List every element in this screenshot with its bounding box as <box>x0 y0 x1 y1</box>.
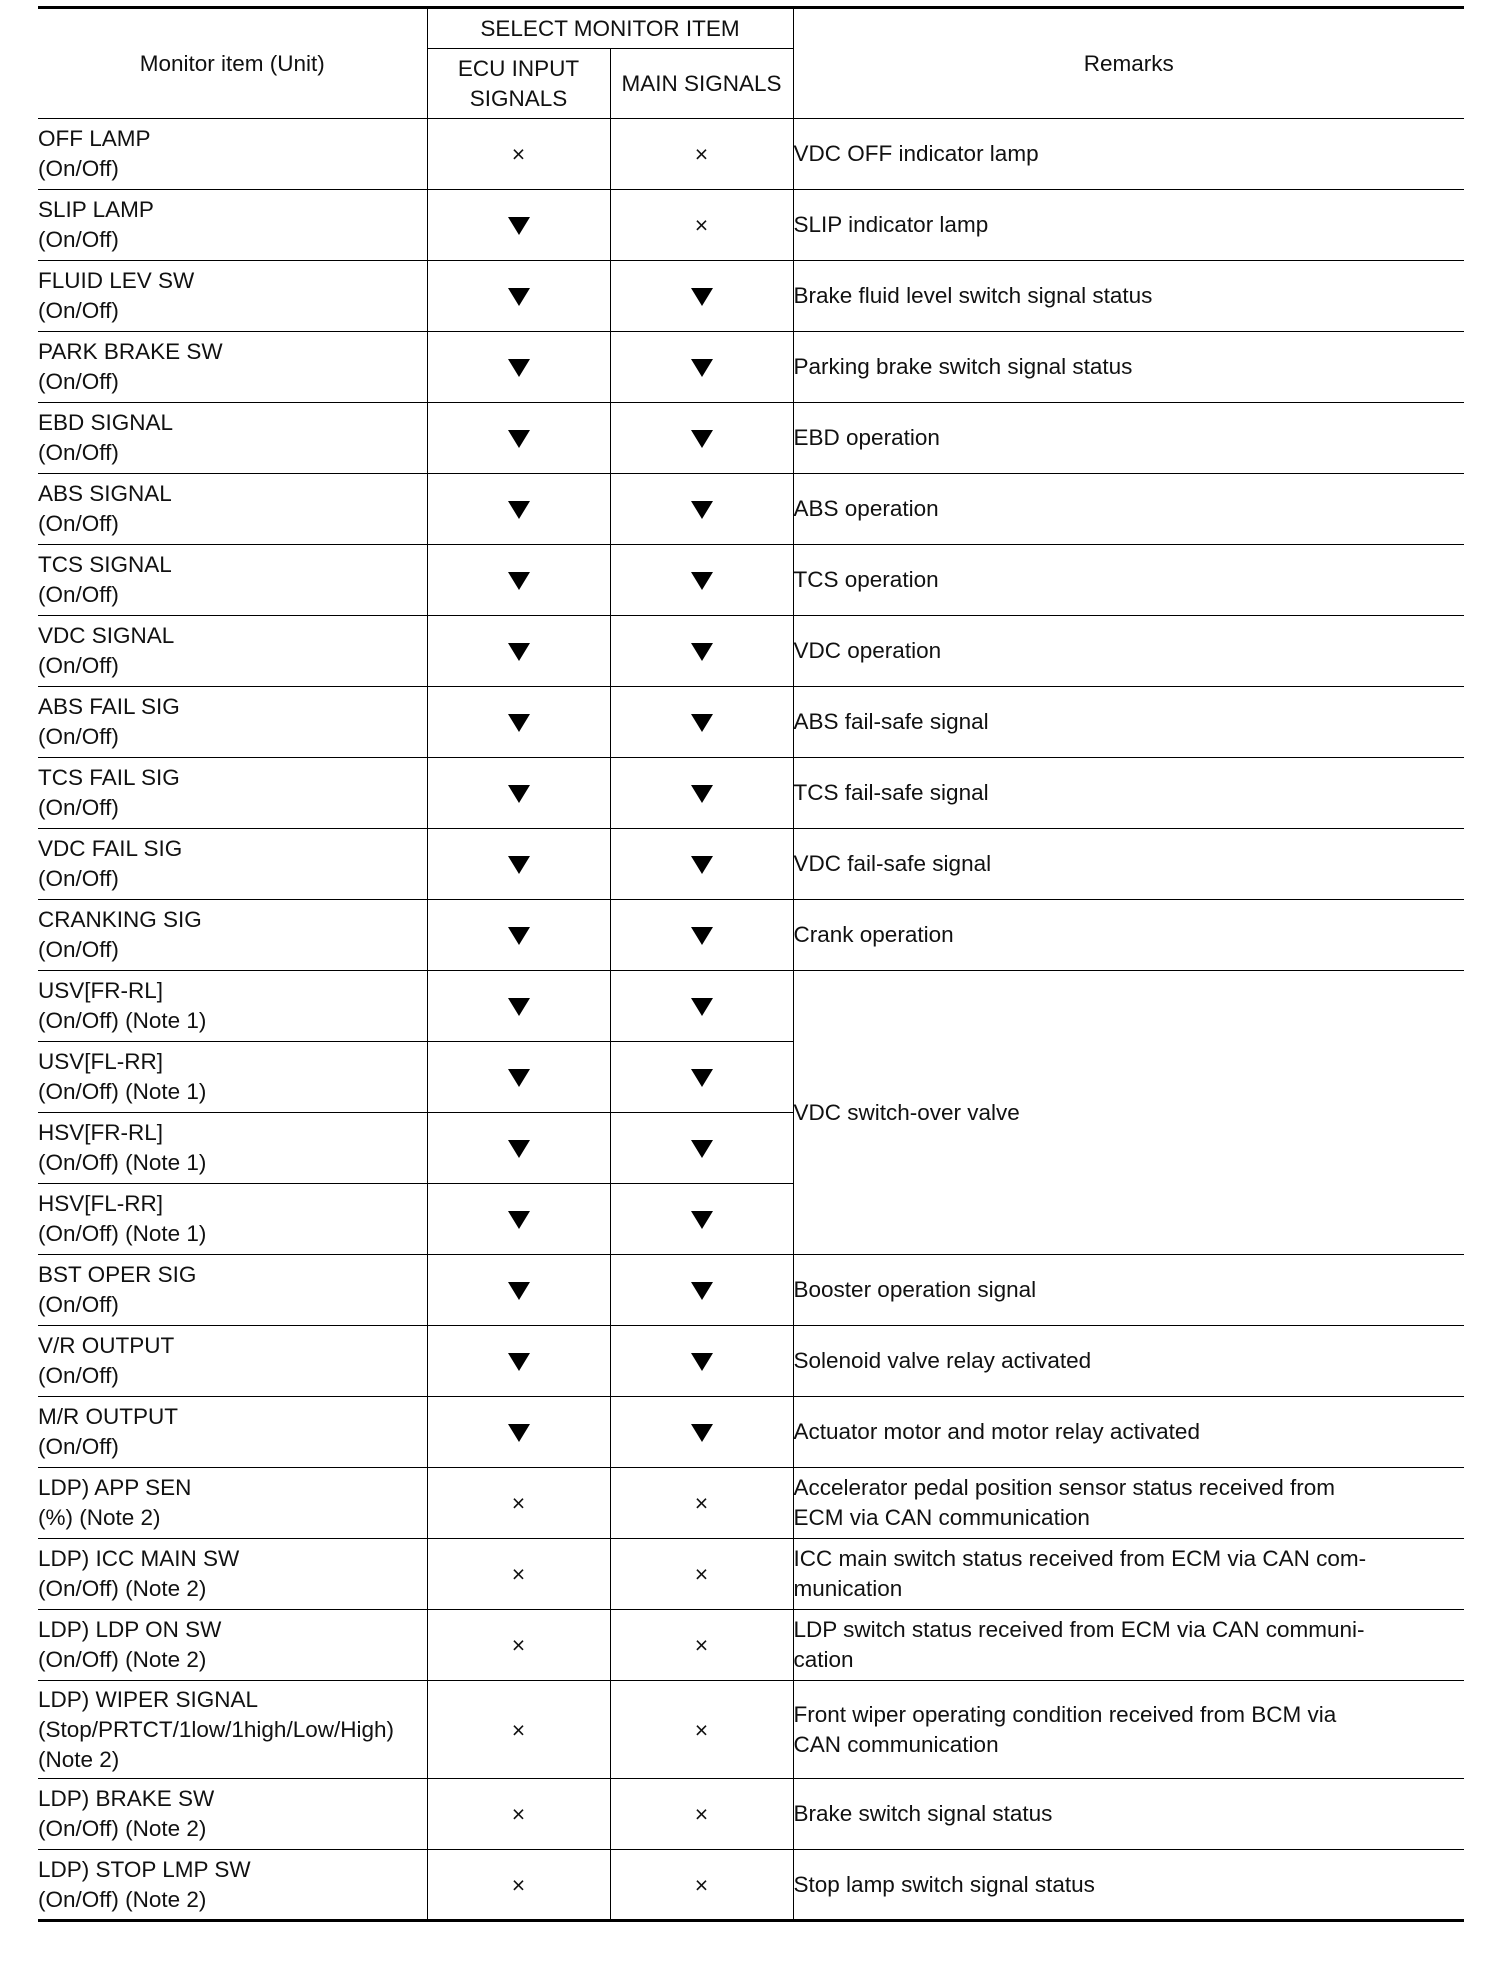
main-signals-mark-cell <box>610 758 793 829</box>
remark-cell <box>793 1255 1464 1326</box>
monitor-item-text: (On/Off) (Note 2) <box>38 1647 207 1672</box>
main-signals-header: MAIN SIGNALS <box>610 49 793 119</box>
monitor-item-text: (On/Off) <box>38 440 119 465</box>
table-row <box>38 1681 1464 1779</box>
not-selected-x-icon: × <box>511 1561 526 1588</box>
table-row <box>38 616 1464 687</box>
ecu-input-mark-cell <box>427 687 610 758</box>
table-row <box>38 687 1464 758</box>
selected-triangle-icon <box>508 643 530 661</box>
remark-text: ABS fail-safe signal <box>793 709 989 734</box>
selected-triangle-icon <box>508 998 530 1016</box>
monitor-item-cell <box>38 971 427 1042</box>
ecu-input-mark-cell <box>427 1468 610 1539</box>
table-row <box>38 1850 1464 1921</box>
not-selected-x-icon: × <box>694 1561 709 1588</box>
monitor-item-text: ABS FAIL SIG <box>38 694 180 719</box>
ecu-input-mark-cell <box>427 758 610 829</box>
selected-triangle-icon <box>691 714 713 732</box>
monitor-item-text: (On/Off) <box>38 298 119 323</box>
not-selected-x-icon: × <box>511 1490 526 1517</box>
remark-cell <box>793 758 1464 829</box>
monitor-item-cell <box>38 1113 427 1184</box>
monitor-item-text: (On/Off) <box>38 1363 119 1388</box>
monitor-item-cell <box>38 261 427 332</box>
selected-triangle-icon <box>691 359 713 377</box>
monitor-item-cell <box>38 1779 427 1850</box>
monitor-item-cell <box>38 1468 427 1539</box>
selected-triangle-icon <box>691 927 713 945</box>
not-selected-x-icon: × <box>511 1717 526 1744</box>
selected-triangle-icon <box>691 501 713 519</box>
selected-triangle-icon <box>508 359 530 377</box>
monitor-item-cell <box>38 616 427 687</box>
main-signals-mark-cell <box>610 1397 793 1468</box>
main-signals-mark-cell <box>610 261 793 332</box>
monitor-item-text: VDC SIGNAL <box>38 623 175 648</box>
monitor-item-cell <box>38 758 427 829</box>
selected-triangle-icon <box>508 785 530 803</box>
main-signals-mark-cell <box>610 1850 793 1921</box>
monitor-item-cell <box>38 1255 427 1326</box>
table-row <box>38 1255 1464 1326</box>
monitor-item-cell <box>38 1397 427 1468</box>
monitor-item-text: (On/Off) <box>38 511 119 536</box>
selected-triangle-icon <box>508 430 530 448</box>
main-signals-mark-cell <box>610 1779 793 1850</box>
ecu-input-mark-cell <box>427 190 610 261</box>
ecu-input-mark-cell <box>427 332 610 403</box>
monitor-item-text: (On/Off) <box>38 156 119 181</box>
monitor-item-text: USV[FR-RL] <box>38 978 164 1003</box>
main-signals-mark-cell <box>610 1113 793 1184</box>
remark-text: Parking brake switch signal status <box>793 354 1133 379</box>
monitor-item-text: (Note 2) <box>38 1746 120 1772</box>
monitor-item-cell <box>38 1042 427 1113</box>
remark-text: ABS operation <box>793 496 939 521</box>
remark-cell <box>793 1850 1464 1921</box>
monitor-item-text: (%) (Note 2) <box>38 1505 161 1530</box>
monitor-item-text: VDC FAIL SIG <box>38 836 183 861</box>
ecu-input-mark-cell <box>427 829 610 900</box>
main-signals-mark-cell <box>610 1184 793 1255</box>
monitor-item-text: (On/Off) <box>38 866 119 891</box>
selected-triangle-icon <box>691 288 713 306</box>
remark-cell <box>793 1468 1464 1539</box>
monitor-item-text: (On/Off) <box>38 653 119 678</box>
selected-triangle-icon <box>508 1140 530 1158</box>
monitor-item-text: BST OPER SIG <box>38 1262 197 1287</box>
remark-text: munication <box>793 1576 903 1601</box>
main-signals-mark-cell <box>610 474 793 545</box>
not-selected-x-icon: × <box>694 1717 709 1744</box>
selected-triangle-icon <box>691 1140 713 1158</box>
remark-text: LDP switch status received from ECM via CAN communi- <box>793 1617 1365 1642</box>
monitor-item-text: LDP) WIPER SIGNAL <box>38 1686 259 1712</box>
monitor-item-text: (On/Off) <box>38 795 119 820</box>
selected-triangle-icon <box>691 572 713 590</box>
not-selected-x-icon: × <box>694 212 709 239</box>
ecu-input-mark-cell <box>427 1113 610 1184</box>
monitor-item-text: (On/Off) (Note 1) <box>38 1008 207 1033</box>
remark-cell <box>793 1681 1464 1779</box>
table-row <box>38 1397 1464 1468</box>
monitor-item-text: (On/Off) <box>38 369 119 394</box>
main-signals-mark-cell <box>610 190 793 261</box>
remark-text: SLIP indicator lamp <box>793 212 989 237</box>
remark-text: Stop lamp switch signal status <box>793 1871 1095 1897</box>
main-signals-mark-cell <box>610 1326 793 1397</box>
remark-cell <box>793 687 1464 758</box>
not-selected-x-icon: × <box>694 1872 709 1899</box>
monitor-item-text: LDP) BRAKE SW <box>38 1786 215 1811</box>
remark-text: Brake fluid level switch signal status <box>793 283 1153 308</box>
ecu-input-mark-cell <box>427 900 610 971</box>
monitor-item-cell <box>38 403 427 474</box>
table-row <box>38 1779 1464 1850</box>
remark-cell <box>793 474 1464 545</box>
table-row <box>38 1468 1464 1539</box>
table-body <box>38 119 1464 1921</box>
remark-text: ICC main switch status received from ECM via CAN com- <box>793 1546 1367 1571</box>
monitor-item-cell <box>38 1850 427 1921</box>
selected-triangle-icon <box>508 288 530 306</box>
monitor-item-text: (On/Off) <box>38 227 119 252</box>
ecu-input-mark-cell <box>427 971 610 1042</box>
remark-cell <box>793 1779 1464 1850</box>
table-row <box>38 900 1464 971</box>
monitor-item-text: CRANKING SIG <box>38 907 202 932</box>
not-selected-x-icon: × <box>694 1801 709 1828</box>
table-row <box>38 1326 1464 1397</box>
selected-triangle-icon <box>691 1069 713 1087</box>
ecu-input-mark-cell <box>427 1610 610 1681</box>
ecu-input-signals-header <box>427 49 610 119</box>
monitor-item-text: HSV[FR-RL] <box>38 1120 164 1145</box>
selected-triangle-icon <box>691 430 713 448</box>
main-signals-mark-cell <box>610 1681 793 1779</box>
monitor-item-cell <box>38 545 427 616</box>
monitor-item-text: ABS SIGNAL <box>38 481 172 506</box>
remark-text: ECM via CAN communication <box>793 1505 1090 1530</box>
main-signals-mark-cell <box>610 1468 793 1539</box>
main-signals-mark-cell <box>610 1042 793 1113</box>
remark-cell <box>793 829 1464 900</box>
monitor-item-text: FLUID LEV SW <box>38 268 195 293</box>
table-row <box>38 119 1464 190</box>
table-row <box>38 261 1464 332</box>
main-signals-mark-cell <box>610 1539 793 1610</box>
remarks-header: Remarks <box>793 8 1464 119</box>
ecu-input-mark-cell <box>427 403 610 474</box>
monitor-item-text: (On/Off) <box>38 1434 119 1459</box>
monitor-item-text: OFF LAMP <box>38 126 151 151</box>
remark-cell <box>793 190 1464 261</box>
ecu-input-mark-cell <box>427 1397 610 1468</box>
monitor-item-cell <box>38 1610 427 1681</box>
monitor-item-text: V/R OUTPUT <box>38 1333 175 1358</box>
not-selected-x-icon: × <box>511 141 526 168</box>
not-selected-x-icon: × <box>511 1801 526 1828</box>
monitor-item-text: (On/Off) (Note 2) <box>38 1886 207 1912</box>
remark-cell <box>793 616 1464 687</box>
remark-text: VDC switch-over valve <box>793 1099 1020 1125</box>
monitor-item-text: USV[FL-RR] <box>38 1049 164 1074</box>
main-signals-mark-cell <box>610 1255 793 1326</box>
monitor-item-text: (On/Off) (Note 1) <box>38 1221 207 1246</box>
remark-text: Actuator motor and motor relay activated <box>793 1419 1200 1444</box>
remark-cell <box>793 1539 1464 1610</box>
monitor-item-text: (On/Off) <box>38 1292 119 1317</box>
remark-text: Solenoid valve relay activated <box>793 1348 1092 1373</box>
monitor-item-text: PARK BRAKE SW <box>38 339 223 364</box>
monitor-item-cell <box>38 687 427 758</box>
main-signals-mark-cell <box>610 829 793 900</box>
ecu-input-mark-cell <box>427 1326 610 1397</box>
remark-text: Crank operation <box>793 922 954 947</box>
selected-triangle-icon <box>691 643 713 661</box>
selected-triangle-icon <box>691 1211 713 1229</box>
remark-text: Booster operation signal <box>793 1277 1037 1302</box>
monitor-item-text: (On/Off) (Note 1) <box>38 1150 207 1175</box>
remark-text: TCS operation <box>793 567 939 592</box>
remark-cell <box>793 1610 1464 1681</box>
monitor-item-text: (On/Off) <box>38 582 119 607</box>
ecu-input-mark-cell <box>427 474 610 545</box>
monitor-item-cell <box>38 1184 427 1255</box>
remark-cell <box>793 545 1464 616</box>
monitor-item-cell <box>38 829 427 900</box>
monitor-item-cell <box>38 900 427 971</box>
remark-text: VDC fail-safe signal <box>793 851 992 876</box>
selected-triangle-icon <box>691 1282 713 1300</box>
monitor-item-header: Monitor item (Unit) <box>38 8 427 119</box>
monitor-item-text: TCS FAIL SIG <box>38 765 180 790</box>
main-signals-mark-cell <box>610 403 793 474</box>
selected-triangle-icon <box>508 1353 530 1371</box>
monitor-item-cell <box>38 1681 427 1779</box>
main-signals-mark-cell <box>610 332 793 403</box>
monitor-item-text: (On/Off) (Note 1) <box>38 1079 207 1104</box>
monitor-item-text: LDP) ICC MAIN SW <box>38 1546 240 1571</box>
monitor-item-text: (On/Off) (Note 2) <box>38 1816 207 1841</box>
not-selected-x-icon: × <box>694 141 709 168</box>
table-row <box>38 190 1464 261</box>
ecu-input-mark-cell <box>427 616 610 687</box>
main-signals-mark-cell <box>610 1610 793 1681</box>
not-selected-x-icon: × <box>511 1632 526 1659</box>
table-row <box>38 829 1464 900</box>
monitor-item-text: HSV[FL-RR] <box>38 1191 164 1216</box>
selected-triangle-icon <box>691 1424 713 1442</box>
table-row <box>38 1610 1464 1681</box>
ecu-input-mark-cell <box>427 261 610 332</box>
monitor-item-text: (Stop/PRTCT/1low/1high/Low/High) <box>38 1716 394 1742</box>
monitor-item-table <box>38 6 1464 1922</box>
remark-text: Brake switch signal status <box>793 1801 1053 1826</box>
monitor-item-cell <box>38 474 427 545</box>
monitor-item-cell <box>38 332 427 403</box>
remark-text: CAN communication <box>793 1731 999 1757</box>
selected-triangle-icon <box>508 927 530 945</box>
monitor-item-text: (On/Off) <box>38 937 119 962</box>
ecu-input-mark-cell <box>427 1850 610 1921</box>
table-row <box>38 971 1464 1042</box>
not-selected-x-icon: × <box>694 1632 709 1659</box>
remark-text: TCS fail-safe signal <box>793 780 989 805</box>
main-signals-mark-cell <box>610 900 793 971</box>
monitor-item-cell <box>38 1326 427 1397</box>
ecu-input-mark-cell <box>427 1042 610 1113</box>
remark-text: Accelerator pedal position sensor status received from <box>793 1475 1336 1500</box>
selected-triangle-icon <box>508 501 530 519</box>
table-header <box>38 8 1464 119</box>
remark-cell <box>793 971 1464 1255</box>
selected-triangle-icon <box>508 1282 530 1300</box>
selected-triangle-icon <box>691 856 713 874</box>
ecu-input-mark-cell <box>427 119 610 190</box>
remark-cell <box>793 119 1464 190</box>
monitor-item-cell <box>38 119 427 190</box>
selected-triangle-icon <box>691 1353 713 1371</box>
ecu-input-mark-cell <box>427 545 610 616</box>
selected-triangle-icon <box>508 1069 530 1087</box>
monitor-item-text: LDP) APP SEN <box>38 1475 192 1500</box>
table-row <box>38 332 1464 403</box>
table-row <box>38 1539 1464 1610</box>
selected-triangle-icon <box>508 714 530 732</box>
ecu-input-mark-cell <box>427 1255 610 1326</box>
remark-cell <box>793 900 1464 971</box>
remark-text: cation <box>793 1647 854 1672</box>
remark-cell <box>793 403 1464 474</box>
remark-text: Front wiper operating condition received from BCM via <box>793 1701 1337 1727</box>
remark-cell <box>793 332 1464 403</box>
ecu-input-mark-cell <box>427 1539 610 1610</box>
ecu-input-mark-cell <box>427 1779 610 1850</box>
remark-text: VDC operation <box>793 638 942 663</box>
remark-cell <box>793 1326 1464 1397</box>
not-selected-x-icon: × <box>694 1490 709 1517</box>
main-signals-mark-cell <box>610 119 793 190</box>
monitor-item-text: M/R OUTPUT <box>38 1404 178 1429</box>
remark-cell <box>793 261 1464 332</box>
monitor-item-text: EBD SIGNAL <box>38 410 174 435</box>
ecu-input-mark-cell <box>427 1681 610 1779</box>
monitor-item-text: (On/Off) <box>38 724 119 749</box>
monitor-item-text: LDP) LDP ON SW <box>38 1617 222 1642</box>
monitor-item-cell <box>38 190 427 261</box>
monitor-item-cell <box>38 1539 427 1610</box>
remark-text: EBD operation <box>793 425 940 450</box>
select-monitor-item-header: SELECT MONITOR ITEM <box>427 8 793 49</box>
main-signals-mark-cell <box>610 971 793 1042</box>
selected-triangle-icon <box>508 1211 530 1229</box>
main-signals-mark-cell <box>610 616 793 687</box>
table-row <box>38 758 1464 829</box>
selected-triangle-icon <box>508 217 530 235</box>
ecu-input-signals-line: ECU INPUT <box>457 55 580 81</box>
selected-triangle-icon <box>508 1424 530 1442</box>
not-selected-x-icon: × <box>511 1872 526 1899</box>
ecu-input-signals-line: SIGNALS <box>469 85 568 111</box>
monitor-item-text: LDP) STOP LMP SW <box>38 1856 251 1882</box>
selected-triangle-icon <box>508 572 530 590</box>
table-row <box>38 545 1464 616</box>
monitor-item-text: SLIP LAMP <box>38 197 154 222</box>
selected-triangle-icon <box>691 785 713 803</box>
main-signals-mark-cell <box>610 687 793 758</box>
remark-text: VDC OFF indicator lamp <box>793 141 1039 166</box>
selected-triangle-icon <box>508 856 530 874</box>
main-signals-mark-cell <box>610 545 793 616</box>
monitor-item-text: (On/Off) (Note 2) <box>38 1576 207 1601</box>
remark-cell <box>793 1397 1464 1468</box>
table-row <box>38 474 1464 545</box>
table-row <box>38 403 1464 474</box>
selected-triangle-icon <box>691 998 713 1016</box>
monitor-item-text: TCS SIGNAL <box>38 552 172 577</box>
ecu-input-mark-cell <box>427 1184 610 1255</box>
